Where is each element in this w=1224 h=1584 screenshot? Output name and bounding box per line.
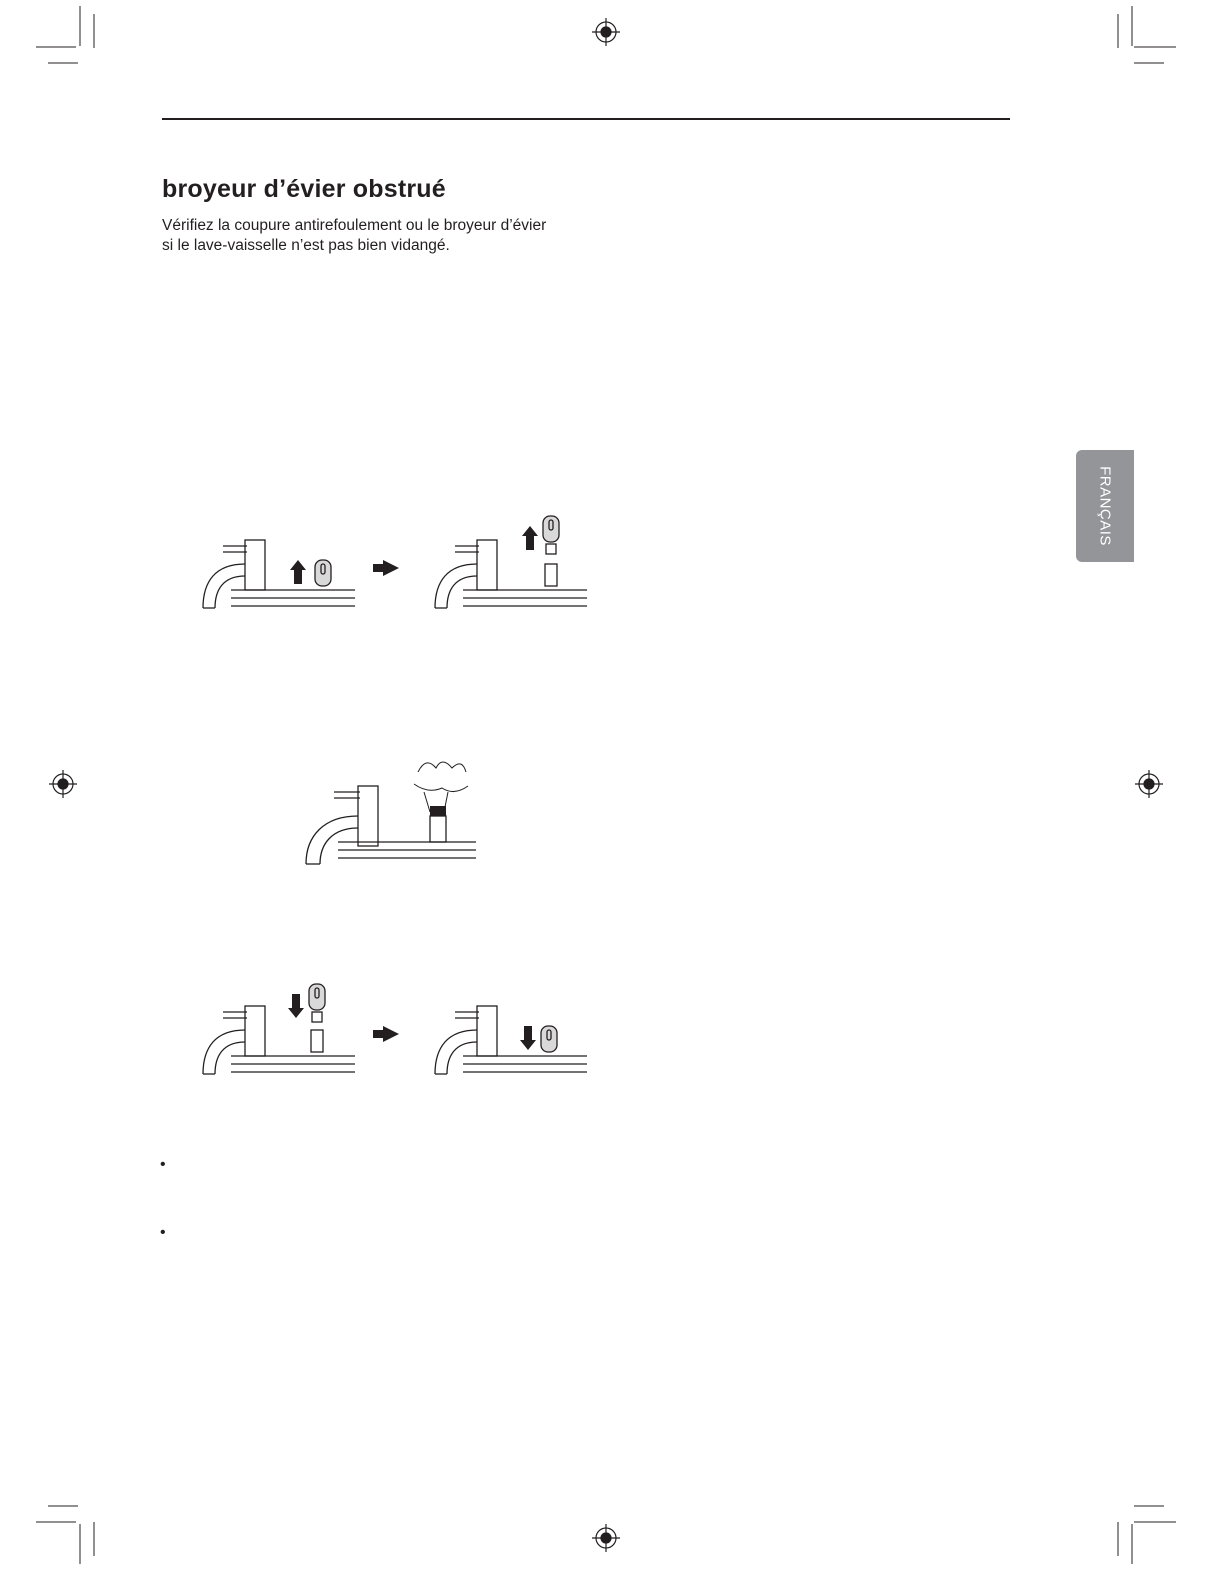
language-tab (1076, 450, 1134, 562)
bullet-1: • (160, 1156, 166, 1173)
intro-line-1: Vérifiez la coupure antirefoulement ou le broyeur d’évier (162, 217, 547, 234)
bullet-2: • (160, 1224, 166, 1241)
step-replace-cap-illustration (195, 978, 595, 1078)
step-clean-illustration (298, 752, 498, 867)
step-remove-cap-illustration (195, 512, 595, 612)
intro-paragraph (162, 216, 602, 256)
header-rule (162, 118, 1010, 120)
page-title: broyeur d’évier obstrué (162, 175, 446, 203)
language-tab-label: FRANÇAIS (1096, 466, 1114, 546)
intro-line-2: si le lave-vaisselle n’est pas bien vidangé. (162, 237, 450, 254)
